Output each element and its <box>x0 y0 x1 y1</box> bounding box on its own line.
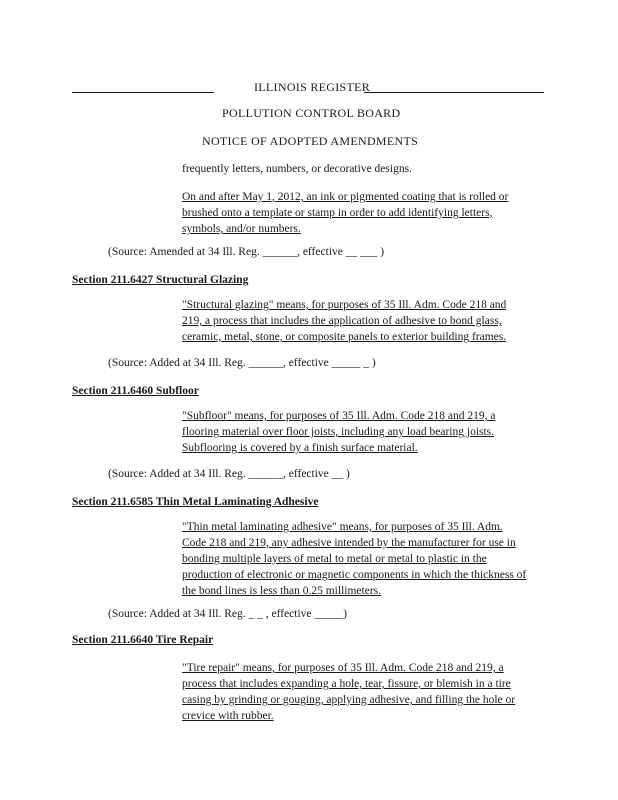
board-name: POLLUTION CONTROL BOARD <box>222 106 401 120</box>
section-heading: Section 211.6585 Thin Metal Laminating Adhesive <box>72 496 319 508</box>
section-definition: "Structural glazing" means, for purposes of 35 Ill. Adm. Code 218 and 219, a process that includes the application of adhesive to bond glass, ceramic, metal, stone, or composite panels to exterior building frames. <box>182 299 507 343</box>
intro-addition: On and after May 1, 2012, an ink or pigmented coating that is rolled or brushed onto a template or stamp in order to add identifying letters, symbols, and/or numbers. <box>182 191 509 235</box>
register-title: ILLINOIS REGISTER <box>254 80 371 94</box>
header-rule-left <box>72 92 214 93</box>
section-definition: "Tire repair" means, for purposes of 35 Ill. Adm. Code 218 and 219, a process that includes expanding a hole, tear, fissure, or blemish in a tire casing by grinding or gouging, applying adhesive, and filling the hole or crevice with rubber. <box>182 662 516 722</box>
section-heading: Section 211.6640 Tire Repair <box>72 634 214 646</box>
intro-source: (Source: Amended at 34 Ill. Reg. ______, effective __ ___ ) <box>108 246 385 258</box>
section-source: (Source: Added at 34 Ill. Reg. _ _ , effective _____) <box>108 608 347 620</box>
notice-title: NOTICE OF ADOPTED AMENDMENTS <box>202 134 419 148</box>
intro-fragment: frequently letters, numbers, or decorative designs. <box>182 163 412 175</box>
section-definition: "Thin metal laminating adhesive" means, for purposes of 35 Ill. Adm. Code 218 and 219, any adhesive intended by the manufacturer for use in bonding multiple layers of metal to metal or metal to plastic in the production of electronic or magnetic components in which the thickness of the bond lines is less than 0.25 millimeters. <box>182 521 527 597</box>
section-definition: "Subfloor" means, for purposes of 35 Ill. Adm. Code 218 and 219, a flooring material over floor joists, including any load bearing joists. Subflooring is covered by a finish surface material. <box>182 410 496 454</box>
section-source: (Source: Added at 34 Ill. Reg. ______, effective _____ _ ) <box>108 357 376 369</box>
section-source: (Source: Added at 34 Ill. Reg. ______, effective __ ) <box>108 468 350 480</box>
header-rule-right <box>364 92 544 93</box>
section-heading: Section 211.6460 Subfloor <box>72 385 199 397</box>
section-heading: Section 211.6427 Structural Glazing <box>72 274 249 286</box>
